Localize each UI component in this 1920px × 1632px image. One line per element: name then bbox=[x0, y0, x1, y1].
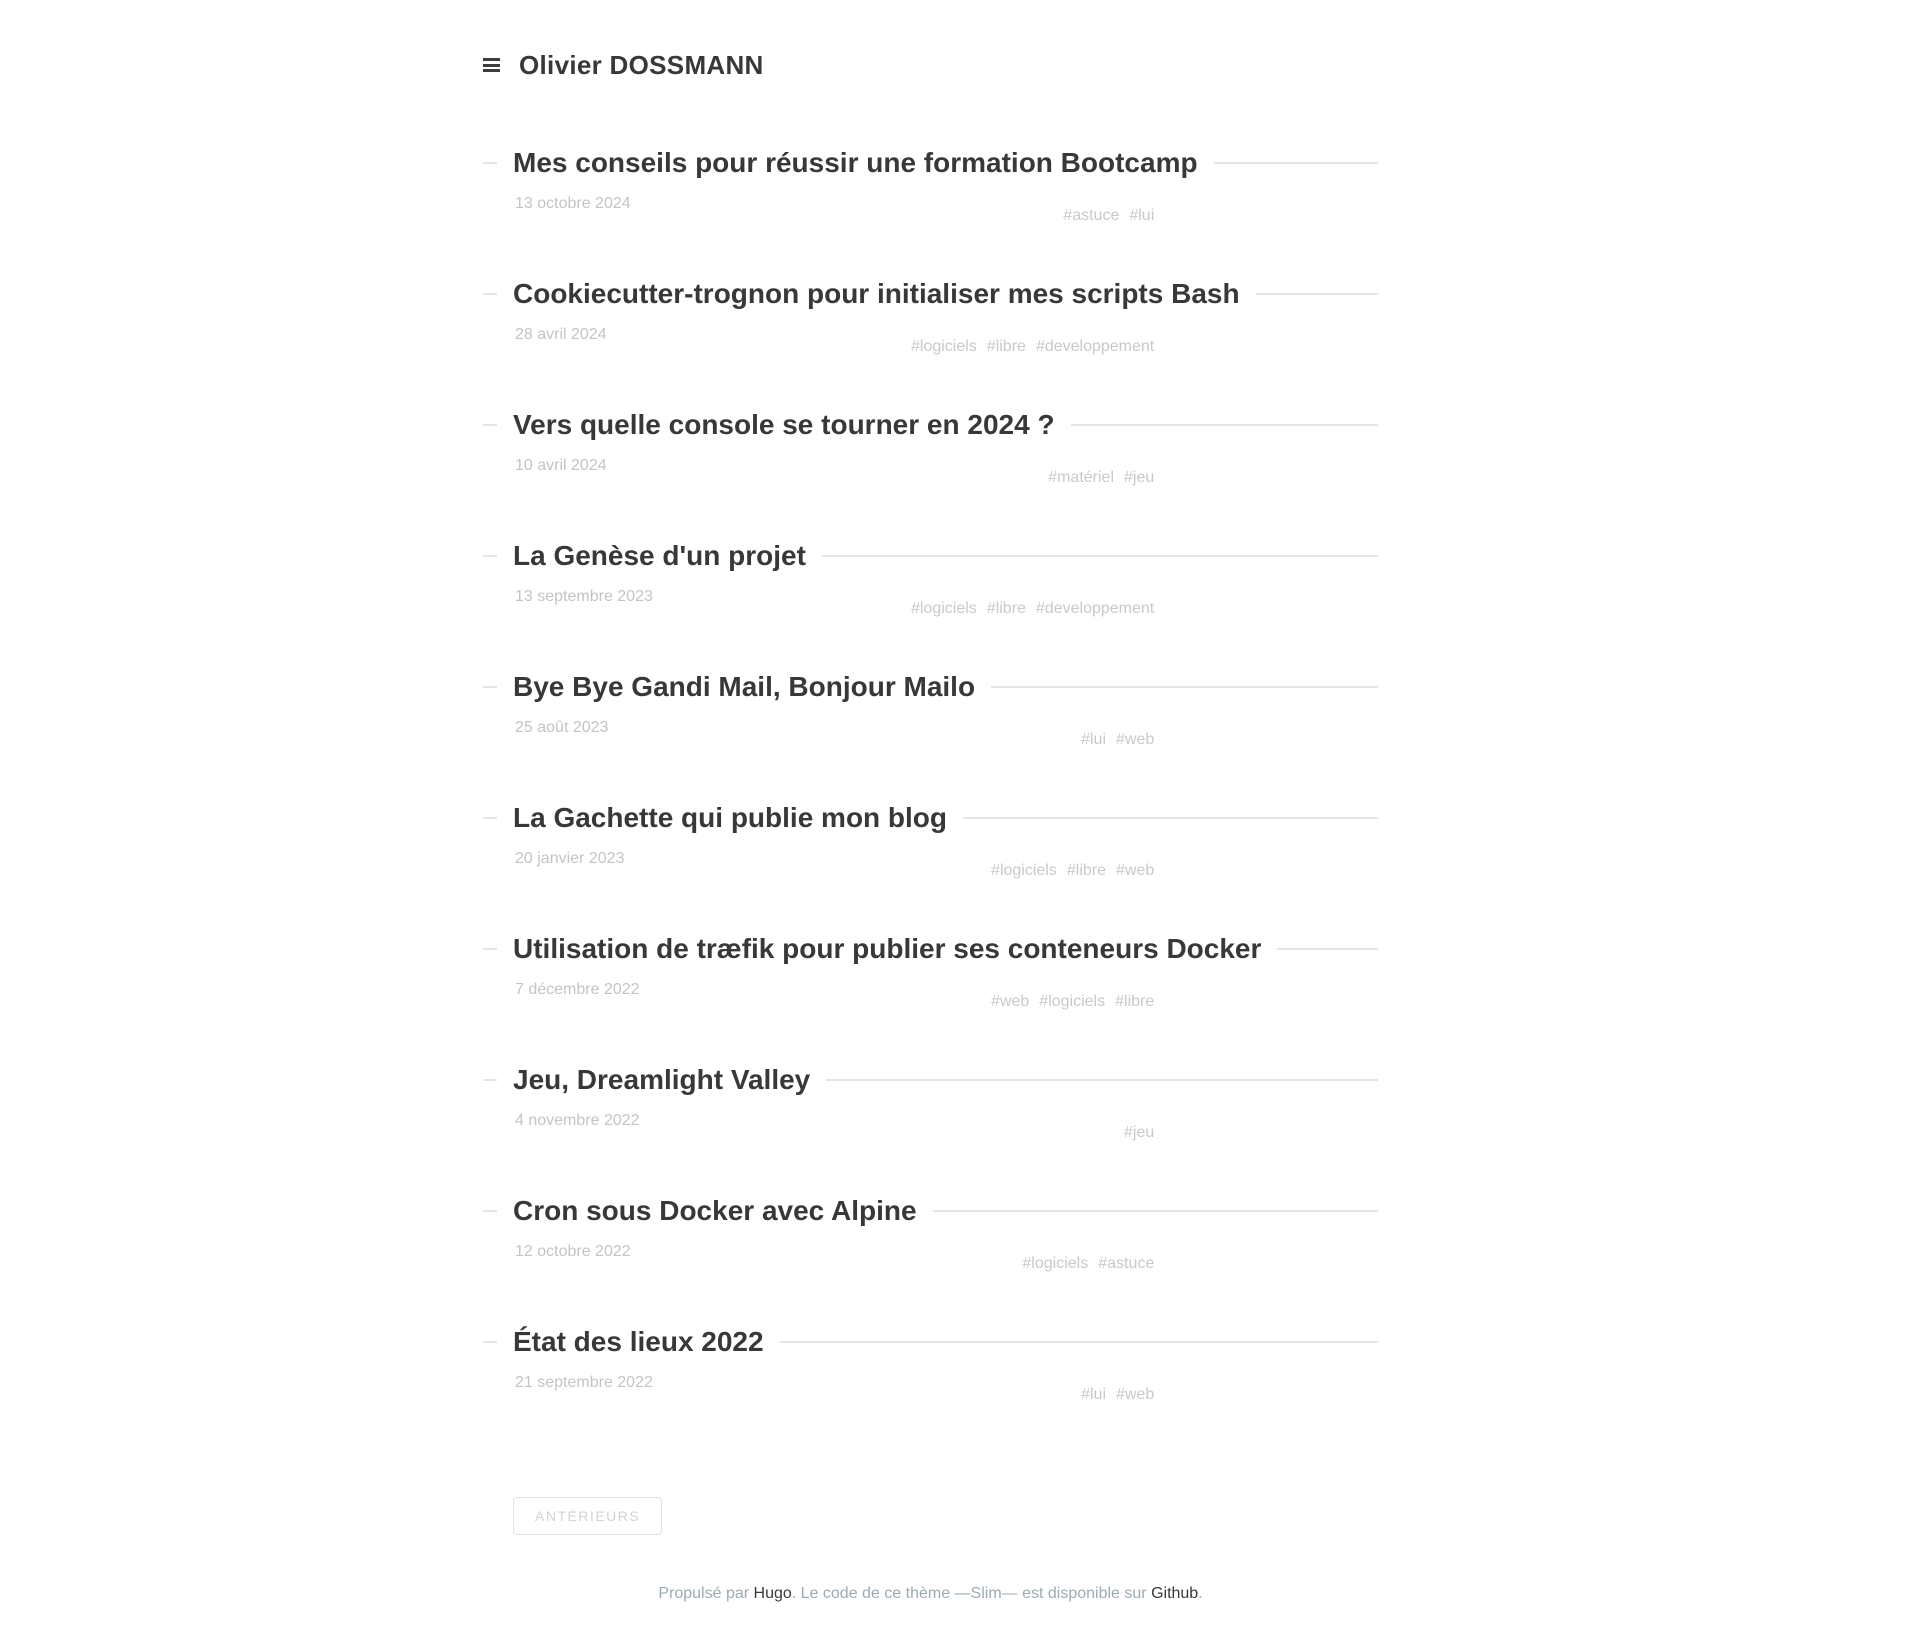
tag-link[interactable]: #developpement bbox=[1035, 338, 1155, 355]
tag-link[interactable]: #logiciels bbox=[991, 862, 1057, 879]
post-item bbox=[483, 803, 1378, 934]
post-tags bbox=[1081, 731, 1154, 749]
hugo-link[interactable]: Hugo bbox=[753, 1585, 792, 1602]
tag-link[interactable]: #astuce bbox=[1098, 1255, 1155, 1272]
footer-suffix-text: . bbox=[1198, 1585, 1203, 1602]
post-item bbox=[483, 410, 1378, 541]
post-tags bbox=[911, 338, 1154, 356]
post-date: 12 octobre 2022 bbox=[515, 1243, 631, 1260]
post-item bbox=[483, 672, 1378, 803]
hamburger-menu-icon[interactable] bbox=[483, 58, 500, 72]
footer-middle-text: . Le code de ce thème —Slim— est disponible sur bbox=[791, 1585, 1152, 1602]
post-item bbox=[483, 541, 1378, 672]
tag-link[interactable]: #logiciels bbox=[910, 338, 977, 355]
post-title-link[interactable]: Cookiecutter-trognon pour initialiser mes scripts Bash bbox=[497, 279, 1256, 309]
post-tags bbox=[991, 993, 1154, 1011]
post-date: 25 août 2023 bbox=[515, 719, 609, 736]
tag-link[interactable]: #astuce bbox=[1063, 207, 1120, 224]
post-title-link[interactable]: Jeu, Dreamlight Valley bbox=[497, 1065, 826, 1095]
post-title-link[interactable]: Bye Bye Gandi Mail, Bonjour Mailo bbox=[497, 672, 991, 702]
pagination bbox=[483, 1497, 1378, 1535]
site-header bbox=[483, 0, 1378, 80]
tag-link[interactable]: #libre bbox=[986, 600, 1026, 617]
post-item bbox=[483, 279, 1378, 410]
tag-link[interactable]: #lui bbox=[1081, 731, 1106, 748]
tag-link[interactable]: #web bbox=[1116, 731, 1155, 748]
tag-link[interactable]: #matériel bbox=[1048, 469, 1114, 486]
post-date: 10 avril 2024 bbox=[515, 457, 607, 474]
post-title-link[interactable]: La Gachette qui publie mon blog bbox=[497, 803, 963, 833]
tag-link[interactable]: #web bbox=[991, 993, 1030, 1010]
tag-link[interactable]: #web bbox=[1116, 1386, 1155, 1403]
post-item bbox=[483, 934, 1378, 1065]
tag-link[interactable]: #developpement bbox=[1035, 600, 1155, 617]
post-item bbox=[483, 1196, 1378, 1327]
tag-link[interactable]: #libre bbox=[1066, 862, 1106, 879]
post-title-link[interactable]: Cron sous Docker avec Alpine bbox=[497, 1196, 933, 1226]
tag-link[interactable]: #lui bbox=[1129, 207, 1155, 224]
tag-link[interactable]: #libre bbox=[1115, 993, 1155, 1010]
post-tags bbox=[1063, 207, 1154, 225]
post-tags bbox=[1048, 469, 1154, 487]
tag-link[interactable]: #logiciels bbox=[910, 600, 977, 617]
post-tags bbox=[1022, 1255, 1154, 1273]
tag-link[interactable]: #libre bbox=[986, 338, 1026, 355]
tag-link[interactable]: #logiciels bbox=[1022, 1255, 1089, 1272]
post-date: 28 avril 2024 bbox=[515, 326, 607, 343]
footer-powered-text: Propulsé par bbox=[658, 1585, 754, 1602]
post-tags bbox=[911, 600, 1154, 618]
post-item bbox=[483, 148, 1378, 279]
post-title-link[interactable]: Utilisation de træfik pour publier ses conteneurs Docker bbox=[497, 934, 1277, 964]
post-title-link[interactable]: État des lieux 2022 bbox=[497, 1327, 780, 1357]
post-title-link[interactable]: Vers quelle console se tourner en 2024 ? bbox=[497, 410, 1071, 440]
older-posts-button[interactable]: ANTÉRIEURS bbox=[513, 1497, 662, 1535]
post-date: 20 janvier 2023 bbox=[515, 850, 625, 867]
post-tags bbox=[1124, 1124, 1154, 1142]
tag-link[interactable]: #web bbox=[1116, 862, 1155, 879]
post-date: 21 septembre 2022 bbox=[515, 1374, 653, 1391]
site-footer bbox=[483, 1585, 1378, 1603]
tag-link[interactable]: #lui bbox=[1081, 1386, 1106, 1403]
tag-link[interactable]: #logiciels bbox=[1039, 993, 1106, 1010]
post-list bbox=[483, 148, 1378, 1458]
post-date: 4 novembre 2022 bbox=[515, 1112, 640, 1129]
tag-link[interactable]: #jeu bbox=[1124, 469, 1155, 486]
post-tags bbox=[1081, 1386, 1154, 1404]
github-link[interactable]: Github bbox=[1151, 1585, 1199, 1602]
post-item bbox=[483, 1065, 1378, 1196]
post-title-link[interactable]: La Genèse d'un projet bbox=[497, 541, 822, 571]
post-tags bbox=[991, 862, 1154, 880]
post-date: 7 décembre 2022 bbox=[515, 981, 640, 998]
post-date: 13 septembre 2023 bbox=[515, 588, 653, 605]
site-title[interactable]: Olivier DOSSMANN bbox=[519, 49, 764, 80]
post-date: 13 octobre 2024 bbox=[515, 195, 631, 212]
tag-link[interactable]: #jeu bbox=[1124, 1124, 1155, 1141]
post-item bbox=[483, 1327, 1378, 1458]
page-container bbox=[483, 0, 1378, 1603]
post-title-link[interactable]: Mes conseils pour réussir une formation Bootcamp bbox=[497, 148, 1214, 178]
